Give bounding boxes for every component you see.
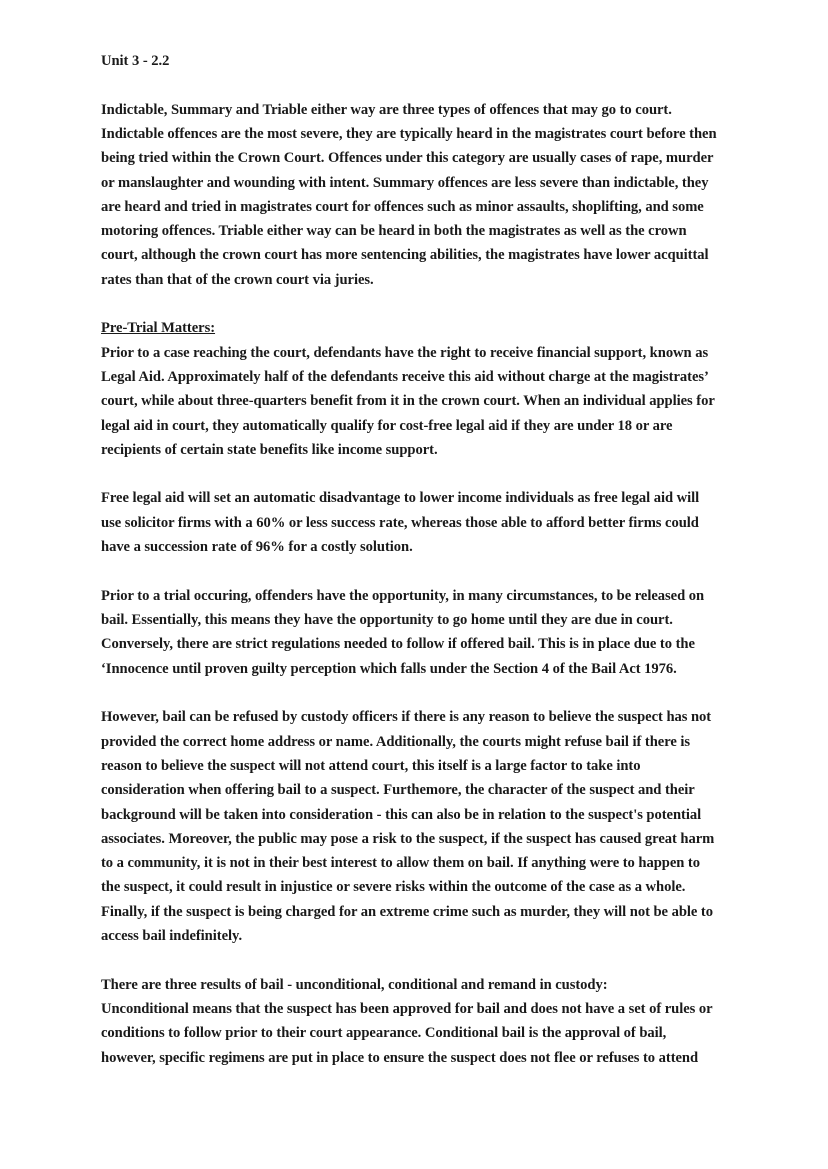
text-line: motoring offences. Triable either way can be heard in both the magistrates as well as the crown: [101, 223, 687, 239]
text-line: access bail indefinitely.: [101, 928, 243, 944]
text-line: Finally, if the suspect is being charged for an extreme crime such as murder, they will not be able to: [101, 904, 713, 920]
text-line: conditions to follow prior to their court appearance. Conditional bail is the approval of bail,: [101, 1025, 667, 1041]
text-line: court, although the crown court has more sentencing abilities, the magistrates have lower acquittal: [101, 247, 709, 263]
document-header: Unit 3 - 2.2: [101, 53, 170, 69]
text-line: to a community, it is not in their best interest to allow them on bail. If anything were to happen to: [101, 855, 700, 871]
text-line: however, specific regimens are put in place to ensure the suspect does not flee or refuses to attend: [101, 1050, 699, 1066]
text-line: Legal Aid. Approximately half of the defendants receive this aid without charge at the magistrates’: [101, 369, 709, 385]
text-line: court, while about three-quarters benefit from it in the crown court. When an individual applies for: [101, 393, 715, 409]
text-line: There are three results of bail - unconditional, conditional and remand in custody:: [101, 977, 608, 993]
text-line: consideration when offering bail to a suspect. Furthemore, the character of the suspect and their: [101, 782, 695, 798]
text-line: the suspect, it could result in injustice or severe risks within the outcome of the case as a whole.: [101, 879, 686, 895]
section-heading: Pre-Trial Matters:: [101, 320, 216, 336]
text-line: Prior to a case reaching the court, defendants have the right to receive financial support, known as: [101, 345, 709, 361]
text-line: Unconditional means that the suspect has been approved for bail and does not have a set of rules or: [101, 1001, 713, 1017]
text-line: bail. Essentially, this means they have the opportunity to go home until they are due in court.: [101, 612, 673, 628]
text-line: However, bail can be refused by custody officers if there is any reason to believe the suspect has not: [101, 709, 712, 725]
text-line: provided the correct home address or name. Additionally, the courts might refuse bail if there is: [101, 734, 691, 750]
text-line: ‘Innocence until proven guilty perception which falls under the Section 4 of the Bail Act 1976.: [101, 661, 677, 677]
text-line: legal aid in court, they automatically qualify for cost-free legal aid if they are under 18 or are: [101, 418, 673, 434]
text-line: Indictable, Summary and Triable either way are three types of offences that may go to court.: [101, 102, 672, 118]
text-line: Conversely, there are strict regulations needed to follow if offered bail. This is in place due to the: [101, 636, 695, 652]
text-line: Free legal aid will set an automatic disadvantage to lower income individuals as free legal aid will: [101, 490, 700, 506]
text-line: have a succession rate of 96% for a costly solution.: [101, 539, 413, 555]
text-line: rates than that of the crown court via juries.: [101, 272, 374, 288]
text-line: associates. Moreover, the public may pose a risk to the suspect, if the suspect has caused great harm: [101, 831, 715, 847]
text-line: reason to believe the suspect will not attend court, this itself is a large factor to take into: [101, 758, 641, 774]
text-line: background will be taken into consideration - this can also be in relation to the suspect's potential: [101, 807, 702, 823]
text-line: Prior to a trial occuring, offenders have the opportunity, in many circumstances, to be released on: [101, 588, 705, 604]
text-line: being tried within the Crown Court. Offences under this category are usually cases of rape, murder: [101, 150, 714, 166]
text-line: are heard and tried in magistrates court for offences such as minor assaults, shoplifting, and some: [101, 199, 704, 215]
text-line: or manslaughter and wounding with intent. Summary offences are less severe than indictable, they: [101, 175, 709, 191]
text-line: recipients of certain state benefits like income support.: [101, 442, 438, 458]
text-line: use solicitor firms with a 60% or less success rate, whereas those able to afford better firms could: [101, 515, 699, 531]
text-line: Indictable offences are the most severe, they are typically heard in the magistrates court before then: [101, 126, 717, 142]
